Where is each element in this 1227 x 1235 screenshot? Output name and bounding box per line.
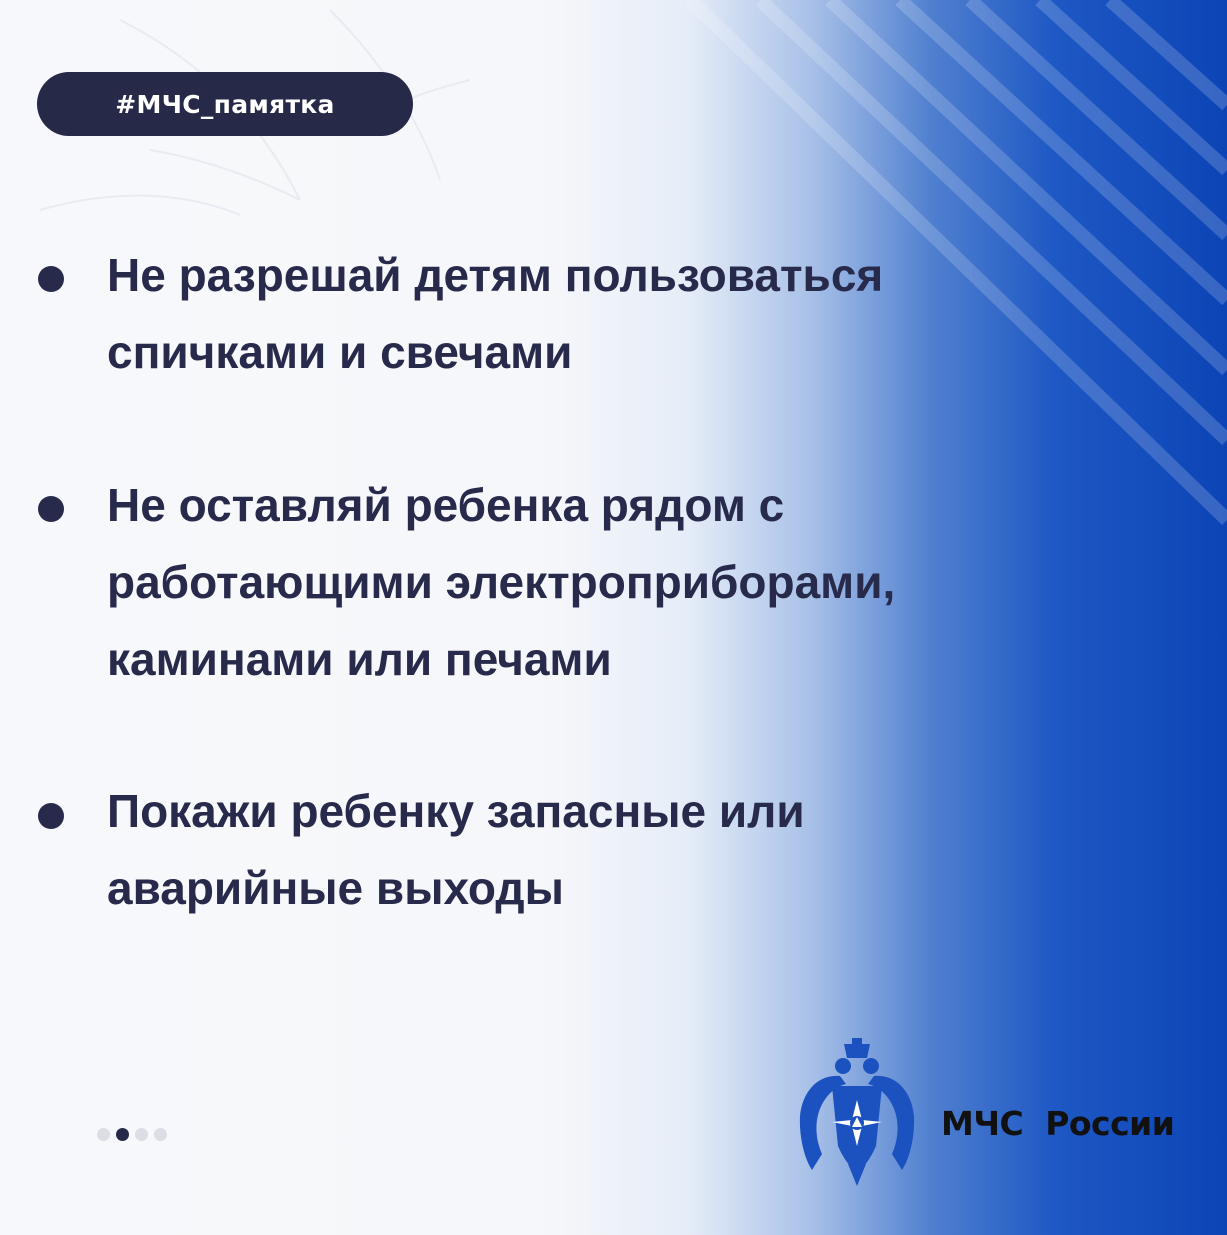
tip-item: Покажи ребенку запасные или аварийные выходы [107,785,805,914]
pagination-dot[interactable] [135,1128,148,1141]
tip-item: Не оставляй ребенка рядом с работающими электроприборами, каминами или печами [107,479,896,685]
bullet-icon [38,496,64,522]
pagination-dots[interactable] [97,1128,167,1141]
pagination-dot[interactable] [154,1128,167,1141]
brand-name: МЧС России [941,1104,1175,1143]
pagination-dot[interactable] [97,1128,110,1141]
mchs-emblem-icon [796,1036,918,1188]
hashtag-badge: #МЧС_памятка [37,72,413,136]
bullet-icon [38,803,64,829]
pagination-dot-active[interactable] [116,1128,129,1141]
tip-item: Не разрешай детям пользоваться спичками и свечами [107,249,884,378]
bullet-icon [38,266,64,292]
